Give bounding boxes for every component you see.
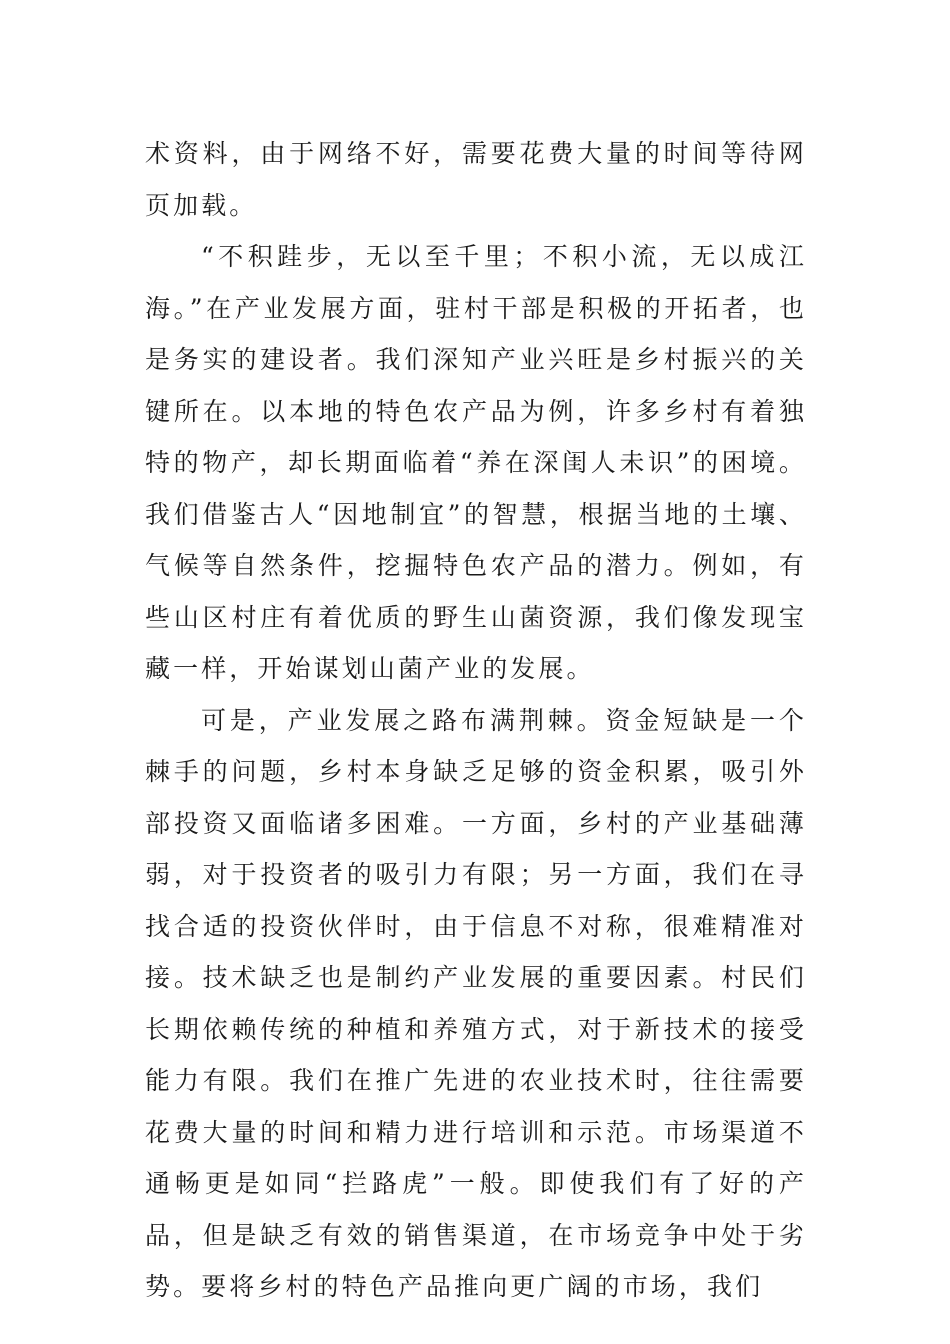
paragraph-industry-development: “不积跬步，无以至千里；不积小流，无以成江海。”在产业发展方面，驻村干部是积极的开拓者，也是务实的建设者。我们深知产业兴旺是乡村振兴的关键所在。以本地的特色农产品为例，许多乡村有着独特的物产，却长期面临着“养在深闺人未识”的困境。我们借鉴古人“因地制宜”的智慧，根据当地的土壤、气候等自然条件，挖掘特色农产品的潜力。例如，有些山区村庄有着优质的野生山菌资源，我们像发现宝藏一样，开始谋划山菌产业的发展。	[145, 242, 807, 683]
document-page	[145, 128, 807, 1313]
paragraph-continuation: 术资料，由于网络不好，需要花费大量的时间等待网页加载。	[145, 139, 807, 220]
paragraph-industry-challenges: 可是，产业发展之路布满荆棘。资金短缺是一个棘手的问题，乡村本身缺乏足够的资金积累，吸引外部投资又面临诸多困难。一方面，乡村的产业基础薄弱，对于投资者的吸引力有限；另一方面，我们在寻找合适的投资伙伴时，由于信息不对称，很难精准对接。技术缺乏也是制约产业发展的重要因素。村民们长期依赖传统的种植和养殖方式，对于新技术的接受能力有限。我们在推广先进的农业技术时，往往需要花费大量的时间和精力进行培训和示范。市场渠道不通畅更是如同“拦路虎”一般。即使我们有了好的产品，但是缺乏有效的销售渠道，在市场竞争中处于劣势。要将乡村的特色产品推向更广阔的市场，我们	[145, 705, 807, 1301]
